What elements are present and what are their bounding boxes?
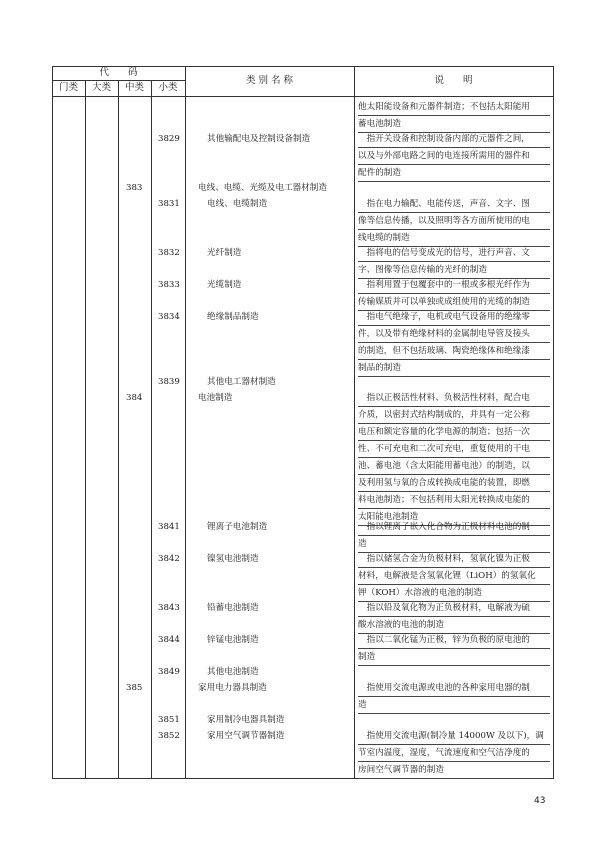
category-name: 光缆制造 bbox=[207, 280, 242, 290]
category-name: 电线、电缆、光缆及电工器材制造 bbox=[198, 183, 327, 193]
description-line: 像等信息传播，以及照明等各方面所使用的电 bbox=[358, 213, 550, 230]
description-line: 造 bbox=[358, 697, 550, 714]
code-xiao: 3834 bbox=[158, 312, 180, 322]
description-line: 线电缆的制造 bbox=[358, 230, 550, 247]
category-name: 镍氢电池制造 bbox=[207, 554, 259, 564]
code-xiao: 3832 bbox=[158, 248, 180, 258]
description-line: 的制造，但不包括玻璃、陶瓷绝缘体和绝缘漆 bbox=[358, 343, 550, 360]
category-name: 锌锰电池制造 bbox=[207, 635, 259, 645]
category-name: 其他输配电及控制设备制造 bbox=[207, 134, 311, 144]
description-line: 件，以及带有绝缘材料的金属制电导管及接头 bbox=[358, 326, 550, 343]
row-description bbox=[358, 245, 550, 279]
col-divider-zhong bbox=[151, 80, 152, 779]
category-name: 电线、电缆制造 bbox=[207, 199, 268, 209]
col-divider-xiao bbox=[185, 66, 186, 779]
description-line: 料电池制造；不包括利用太阳光转换成电能的 bbox=[358, 492, 550, 509]
col-divider-da bbox=[118, 80, 119, 779]
page-number: 43 bbox=[534, 796, 546, 806]
description-line: 池、蓄电池（含太阳能用蓄电池）的制造，以 bbox=[358, 458, 550, 475]
code-xiao: 3842 bbox=[158, 554, 180, 564]
row-description bbox=[358, 131, 550, 182]
code-xiao: 3841 bbox=[158, 522, 180, 532]
description-line: 指以正极活性材料、负极活性材料，配合电 bbox=[358, 390, 550, 407]
description-line: 电压和额定容量的化学电源的制造；包括一次 bbox=[358, 424, 550, 441]
description-line: 指将电的信号变成光的信号，进行声音、文 bbox=[358, 245, 550, 262]
description-line: 指在电力输配、电能传送，声音、文字、图 bbox=[358, 196, 550, 213]
code-zhong: 385 bbox=[126, 683, 143, 693]
description-line: 指以二氧化锰为正极，锌为负极的原电池的 bbox=[358, 632, 550, 649]
code-zhong: 384 bbox=[126, 393, 143, 403]
code-zhong: 383 bbox=[126, 183, 143, 193]
description-line: 以及与外部电路之间的电连接所需用的器件和 bbox=[358, 148, 550, 165]
code-xiao: 3831 bbox=[158, 199, 180, 209]
row-description bbox=[358, 277, 550, 311]
header-bottom-border bbox=[52, 96, 554, 97]
category-name: 绝缘制品制造 bbox=[207, 312, 259, 322]
header-men: 门类 bbox=[58, 82, 78, 93]
description-line: 材料，电解液是含氢氧化锂（LiOH）的氢氧化 bbox=[358, 568, 550, 585]
category-name: 其他电池制造 bbox=[207, 667, 259, 677]
row-description bbox=[358, 99, 550, 133]
description-line: 性、不可充电和二次可充电，重复使用的干电 bbox=[358, 441, 550, 458]
description-line: 指电气绝缘子，电机或电气设备用的绝缘零 bbox=[358, 309, 550, 326]
description-line: 节室内温度，湿度，气流速度和空气洁净度的 bbox=[358, 745, 550, 762]
category-name: 锂离子电池制造 bbox=[207, 522, 268, 532]
code-xiao: 3849 bbox=[158, 667, 180, 677]
description-line: 指以储氢合金为负极材料，氢氧化镍为正极 bbox=[358, 551, 550, 568]
description-line: 配件的制造 bbox=[358, 165, 550, 182]
row-description bbox=[358, 390, 550, 526]
col-divider-name bbox=[354, 66, 355, 779]
description-line: 指使用交流电源或电池的各种家用电器的制 bbox=[358, 680, 550, 697]
description-line: 酸水溶液的电池的制造 bbox=[358, 617, 550, 634]
category-name: 家用制冷电器具制造 bbox=[207, 715, 285, 725]
row-description bbox=[358, 680, 550, 714]
description-line: 指利用置于包覆套中的一根或多根光纤作为 bbox=[358, 277, 550, 294]
description-line: 钾（KOH）水溶液的电池的制造 bbox=[358, 585, 550, 602]
row-description bbox=[358, 632, 550, 666]
row-description bbox=[358, 309, 550, 377]
description-line: 房间空气调节器的制造 bbox=[358, 762, 550, 779]
row-description bbox=[358, 519, 550, 553]
description-line: 传输媒质并可以单独或成组使用的光缆的制造 bbox=[358, 294, 550, 311]
description-line: 他太阳能设备和元器件制造；不包括太阳能用 bbox=[358, 99, 550, 116]
header-desc: 说 明 bbox=[434, 75, 473, 86]
category-name: 电池制造 bbox=[198, 393, 233, 403]
category-name: 光纤制造 bbox=[207, 248, 242, 258]
header-name: 类 别 名 称 bbox=[245, 75, 294, 86]
code-xiao: 3833 bbox=[158, 280, 180, 290]
category-name: 家用空气调节器制造 bbox=[207, 731, 285, 741]
header-xiao: 小类 bbox=[158, 82, 178, 93]
header-da: 大类 bbox=[91, 82, 111, 93]
row-description bbox=[358, 600, 550, 634]
row-description bbox=[358, 551, 550, 602]
description-line: 指以锂离子嵌入化合物为正极材料电池的制 bbox=[358, 519, 550, 536]
code-xiao: 3852 bbox=[158, 731, 180, 741]
description-line: 指以铅及氧化物为正负极材料，电解液为硫 bbox=[358, 600, 550, 617]
category-name: 其他电工器材制造 bbox=[207, 377, 276, 387]
row-description bbox=[358, 196, 550, 247]
description-line: 蓄电池制造 bbox=[358, 116, 550, 133]
description-line: 制造 bbox=[358, 649, 550, 666]
category-name: 家用电力器具制造 bbox=[198, 683, 267, 693]
code-xiao: 3851 bbox=[158, 715, 180, 725]
description-line: 指开关设备和控制设备内部的元器件之间， bbox=[358, 131, 550, 148]
description-line: 指使用交流电源(制冷量 14000W 及以下)，调 bbox=[358, 728, 550, 745]
description-line: 太阳能电池制造 bbox=[358, 509, 550, 526]
description-line: 及利用氢与氧的合成转换成电能的装置，即燃 bbox=[358, 475, 550, 492]
row-description bbox=[358, 728, 550, 779]
description-line: 制品的制造 bbox=[358, 360, 550, 377]
description-line: 造 bbox=[358, 536, 550, 553]
header-code-group: 代 码 bbox=[99, 67, 138, 78]
table-left-border bbox=[52, 66, 53, 779]
description-line: 字、图像等信息传输的光纤的制造 bbox=[358, 262, 550, 279]
code-xiao: 3844 bbox=[158, 635, 180, 645]
description-line: 介质，以密封式结构制成的，并具有一定公称 bbox=[358, 407, 550, 424]
header-zhong: 中类 bbox=[124, 82, 144, 93]
col-divider-men bbox=[85, 80, 86, 779]
category-name: 铅蓄电池制造 bbox=[207, 603, 259, 613]
code-xiao: 3843 bbox=[158, 603, 180, 613]
table-right-border bbox=[553, 66, 554, 779]
industry-classification-table bbox=[52, 66, 554, 779]
code-xiao: 3829 bbox=[158, 134, 180, 144]
code-xiao: 3839 bbox=[158, 377, 180, 387]
